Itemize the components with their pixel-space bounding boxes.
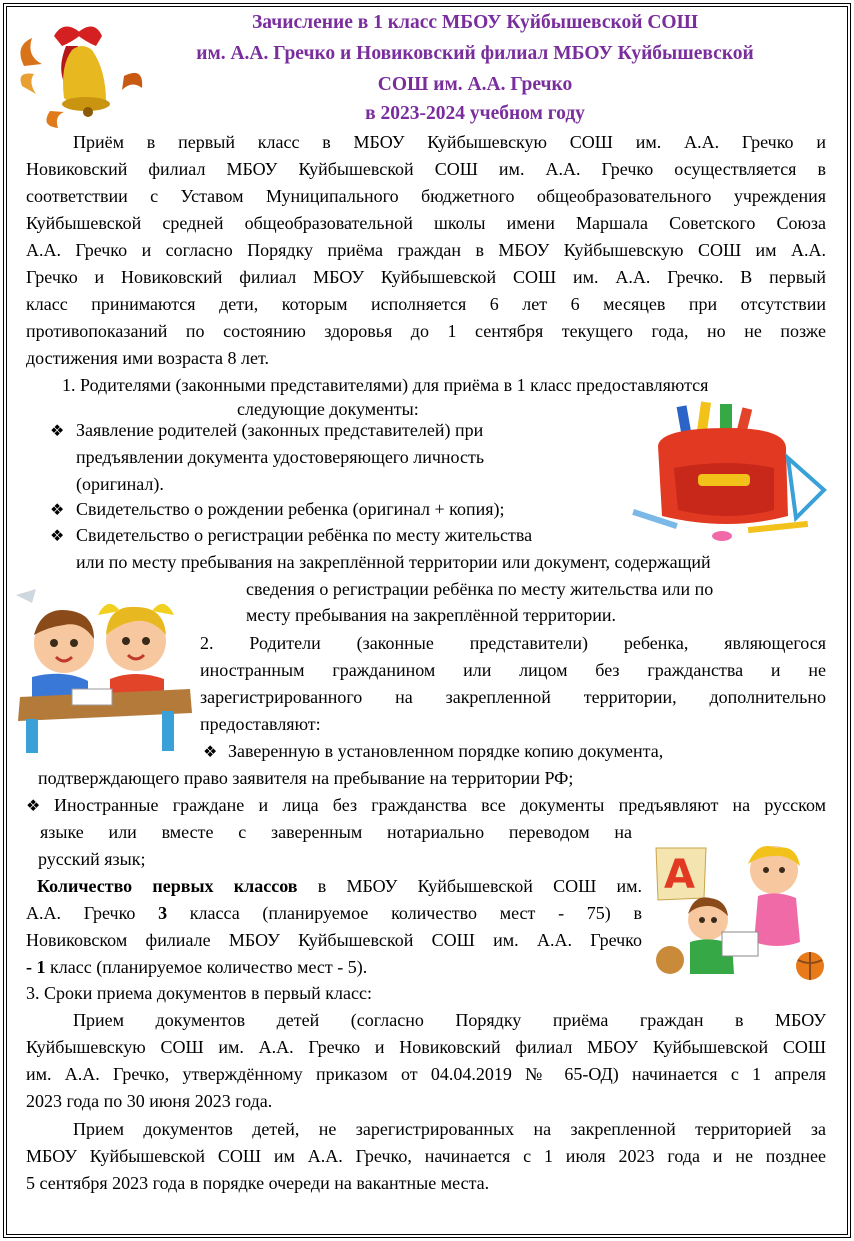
doc-item-text: (оригинал). (76, 474, 164, 494)
intro-line: А.А. Гречко и согласно Порядку приёма граждан в МБОУ Куйбышевскую СОШ им А.А. (26, 240, 826, 260)
school-bell-illustration (14, 16, 149, 131)
doc-item-text: Заявление родителей (законных представителей) при (76, 420, 484, 440)
title-line: Зачисление в 1 класс МБОУ Куйбышевской СОШ (252, 12, 698, 33)
classes-line (26, 900, 642, 927)
classes-bold-label: Количество первых классов (37, 876, 298, 896)
doc-item-text: или по месту пребывания на закреплённой территории или документ, содержащий (76, 552, 711, 572)
doc-item-text: предъявлении документа удостоверяющего личность (76, 447, 485, 467)
classes-line (37, 873, 642, 900)
classes-count: 3 (158, 903, 168, 923)
title-line: СОШ им. А.А. Гречко (377, 74, 573, 95)
intro-line: противопоказаний по состоянию здоровья до 1 сентября текущего года, но не позже (26, 321, 826, 341)
bullet-icon: ❖ (50, 526, 65, 545)
classes-text: класса (планируемое количество мест - 75) в (167, 903, 643, 923)
bullet-icon: ❖ (26, 796, 41, 815)
title-line: в 2023-2024 учебном году (365, 103, 585, 124)
classes-count: 1 (36, 957, 46, 977)
classes-line: Новиковском филиале МБОУ Куйбышевской СОШ им. А.А. Гречко (26, 930, 642, 950)
classes-text: класс (планируемое количество мест - 5). (45, 957, 368, 977)
intro-line: Приём в первый класс в МБОУ Куйбышевскую СОШ им. А.А. Гречко и (73, 132, 826, 152)
doc-item-text: русский язык; (38, 849, 146, 869)
intro-line: класс принимаются дети, которым исполняется 6 лет 6 месяцев при отсутствии (26, 294, 826, 314)
section3-line: 5 сентября 2023 года в порядке очереди на вакантные места. (26, 1173, 490, 1193)
section2-line: предоставляют: (200, 714, 321, 734)
doc-item-text: Иностранные граждане и лица без гражданства все документы предъявляют на русском (54, 795, 826, 815)
intro-line: достижения ими возраста 8 лет. (26, 348, 270, 368)
section3-line: Прием документов детей (согласно Порядку приёма граждан в МБОУ (73, 1010, 826, 1030)
intro-line: Куйбышевской средней общеобразовательной школы имени Маршала Советского Союза (26, 213, 826, 233)
doc-item-text: месту пребывания на закреплённой территории. (246, 605, 616, 625)
kids-with-letters-illustration (650, 842, 825, 987)
classes-text: в МБОУ Куйбышевской СОШ им. (297, 876, 642, 896)
section3-line: 2023 года по 30 июня 2023 года. (26, 1091, 273, 1111)
title-line: им. А.А. Гречко и Новиковский филиал МБОУ Куйбышевской (196, 43, 754, 64)
bullet-icon: ❖ (50, 500, 65, 519)
doc-item-text: языке или вместе с заверенным нотариально переводом на (40, 822, 632, 842)
doc-item-text: сведения о регистрации ребёнка по месту жительства или по (246, 579, 714, 599)
intro-line: соответствии с Уставом Муниципального бюджетного общеобразовательного учреждения (26, 186, 826, 206)
intro-line: Гречко и Новиковский филиал МБОУ Куйбышевской СОШ им. А.А. Гречко. В первый (26, 267, 826, 287)
doc-item-text: Свидетельство о рождении ребенка (оригинал + копия); (76, 499, 505, 519)
section3-line: МБОУ Куйбышевской СОШ им А.А. Гречко, начинается с 1 июля 2023 года и не позднее (26, 1146, 826, 1166)
section1-heading-cont: следующие документы: (237, 399, 419, 419)
classes-line (26, 954, 367, 981)
section1-heading: 1. Родителями (законными представителями) для приёма в 1 класс предоставляются (62, 375, 709, 395)
section3-line: им. А.А. Гречко, утверждённому приказом от 04.04.2019 № 65-ОД) начинается с 1 апреля (26, 1064, 826, 1084)
page-title (150, 10, 800, 127)
doc-item-text: Свидетельство о регистрации ребёнка по месту жительства (76, 525, 533, 545)
doc-item-text: Заверенную в установленном порядке копию документа, (228, 741, 664, 761)
section2-line: 2. Родители (законные представители) ребенка, являющегося (200, 633, 826, 653)
svg-text:A: A (664, 852, 695, 898)
classes-text: А.А. Гречко (26, 903, 159, 923)
kids-at-desk-illustration (12, 585, 197, 755)
section3-heading: 3. Сроки приема документов в первый класс: (26, 983, 372, 1003)
bullet-icon: ❖ (203, 742, 218, 761)
backpack-illustration (628, 398, 828, 546)
classes-text: - (26, 957, 37, 977)
section3-line: Куйбышевскую СОШ им. А.А. Гречко и Новиковский филиал МБОУ Куйбышевской СОШ (26, 1037, 826, 1057)
section3-line: Прием документов детей, не зарегистрированных на закрепленной территорией за (73, 1119, 826, 1139)
bullet-icon: ❖ (50, 421, 65, 440)
section2-line: зарегистрированного на закрепленной территории, дополнительно (200, 687, 826, 707)
doc-item-text: подтверждающего право заявителя на пребывание на территории РФ; (38, 768, 574, 788)
section2-line: иностранным гражданином или лицом без гражданства и не (200, 660, 826, 680)
intro-line: Новиковский филиал МБОУ Куйбышевской СОШ им. А.А. Гречко осуществляется в (26, 159, 826, 179)
